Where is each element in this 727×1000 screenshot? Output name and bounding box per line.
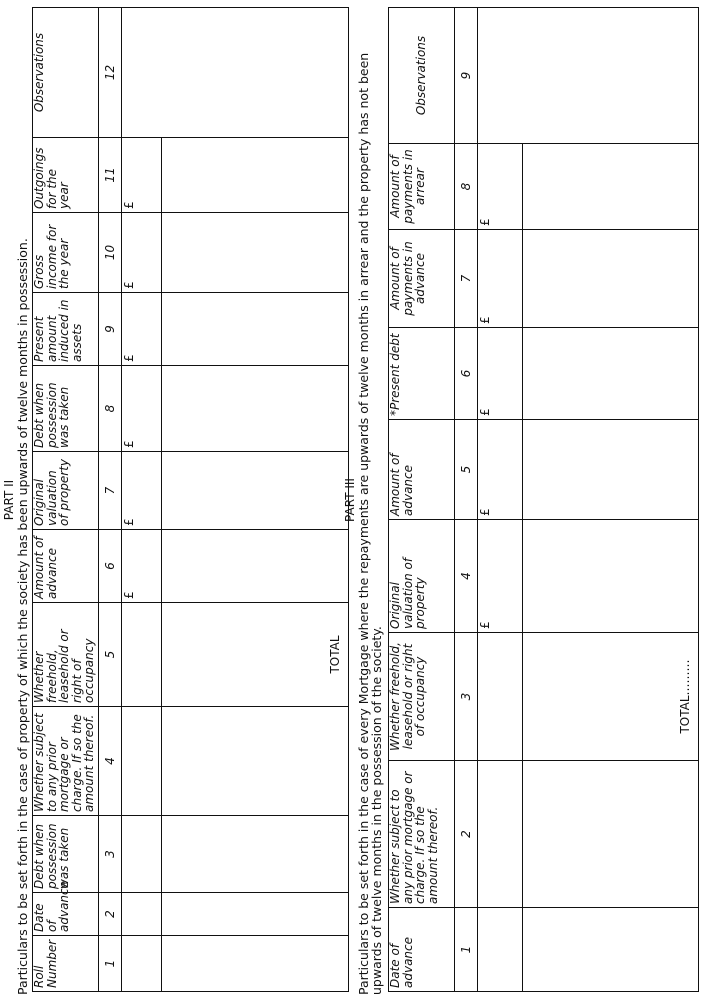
part-iii-cell	[522, 761, 698, 908]
part-iii-col-number: 8	[455, 144, 478, 230]
part-ii-total-cell	[162, 530, 349, 603]
part-ii-header-prior-mortgage: Whether subject to any prior mortgage or charge. If so the amount thereof.	[33, 707, 99, 816]
part-ii-total-label: TOTAL	[162, 603, 349, 707]
part-iii-col-number: 6	[455, 328, 478, 420]
part-ii-col-number: 11	[99, 138, 122, 213]
part-iii-total-label: TOTAL………	[522, 633, 698, 761]
part-ii-table	[32, 7, 349, 992]
part-ii-currency: £	[122, 213, 162, 293]
part-iii-col-number: 9	[455, 8, 478, 144]
part-iii-total-cell	[522, 328, 698, 420]
part-iii-col-number: 4	[455, 520, 478, 633]
part-ii-header-outgoings: Outgoings for the year	[33, 138, 99, 213]
part-ii-col-number: 2	[99, 893, 122, 936]
part-iii-col-number: 2	[455, 761, 478, 908]
part-ii-currency: £	[122, 138, 162, 213]
part-ii-cell	[122, 936, 162, 992]
part-ii-col-number: 4	[99, 707, 122, 816]
part-iii-total-cell	[522, 420, 698, 520]
part-ii-observations-cell	[122, 8, 349, 138]
part-ii-cell	[162, 936, 349, 992]
part-iii-cell	[478, 761, 523, 908]
part-ii-total-cell	[162, 452, 349, 530]
part-ii-cell	[122, 707, 162, 816]
part-ii-col-number: 5	[99, 603, 122, 707]
part-iii-cell	[522, 908, 698, 992]
part-iii-header-original-valuation: Original valuation of property	[389, 520, 455, 633]
part-ii-cell	[162, 707, 349, 816]
part-iii-total-cell	[522, 144, 698, 230]
part-ii-cell	[162, 816, 349, 893]
part-ii-total-cell	[162, 213, 349, 293]
part-ii-cell	[122, 816, 162, 893]
part-ii-header-roll-number: Roll Number	[33, 936, 99, 992]
part-ii-col-number: 3	[99, 816, 122, 893]
part-iii-currency: £	[478, 144, 523, 230]
part-ii-header-debt-when-taken: Debt when possession was taken	[33, 366, 99, 452]
part-ii-header-debt-when-possession: Debt when possession was taken	[33, 816, 99, 893]
part-iii-table	[388, 7, 699, 992]
part-iii-col-number: 7	[455, 230, 478, 328]
part-ii-col-number: 1	[99, 936, 122, 992]
part-ii-currency: £	[122, 293, 162, 366]
part-iii-currency: £	[478, 230, 523, 328]
part-ii-header-observations: Observations	[33, 8, 99, 138]
part-ii-currency: £	[122, 530, 162, 603]
part-iii-cell	[478, 908, 523, 992]
part-iii-col-number: 3	[455, 633, 478, 761]
part-ii-currency: £	[122, 452, 162, 530]
part-iii-currency: £	[478, 420, 523, 520]
part-iii-header-payments-in-advance: Amount of payments in advance	[389, 230, 455, 328]
part-ii-col-number: 12	[99, 8, 122, 138]
part-ii-col-number: 9	[99, 293, 122, 366]
part-iii-header-tenure: Whether freehold, leasehold or right of occupancy	[389, 633, 455, 761]
part-ii-header-present-amount: Present amount induced in assets	[33, 293, 99, 366]
part-ii-header-amount-of-advance: Amount of advance	[33, 530, 99, 603]
part-ii-header-tenure: Whether freehold, leasehold or right of occupancy	[33, 603, 99, 707]
part-iii-col-number: 5	[455, 420, 478, 520]
part-iii-total-cell	[522, 230, 698, 328]
part-ii-col-number: 8	[99, 366, 122, 452]
part-iii-header-payments-in-arrear: Amount of payments in arrear	[389, 144, 455, 230]
part-iii-total-cell	[522, 520, 698, 633]
part-ii-header-original-valuation: Original valuation of property	[33, 452, 99, 530]
part-iii-col-number: 1	[455, 908, 478, 992]
part-iii-header-prior-mortgage: Whether subject to any prior mortgage or charge. If so the amount thereof.	[389, 761, 455, 908]
part-ii-cell	[122, 893, 162, 936]
part-iii-header-amount-of-advance: Amount of advance	[389, 420, 455, 520]
part-ii-col-number: 7	[99, 452, 122, 530]
part-iii-header-present-debt: *Present debt	[389, 328, 455, 420]
part-ii-cell	[122, 603, 162, 707]
part-iii-header-observations: Observations	[389, 8, 455, 144]
part-iii-caption: Particulars to be set forth in the case of every Mortgage where the repayments are upwards of twelve months in arrear and the property has not been upwards of twelve months in the possession of the society.	[356, 52, 384, 995]
part-iii-cell	[478, 633, 523, 761]
part-ii-cell	[162, 893, 349, 936]
part-iii-observations-cell	[478, 8, 699, 144]
part-ii-col-number: 6	[99, 530, 122, 603]
part-ii-total-cell	[162, 138, 349, 213]
part-ii-header-gross-income: Gross income for the year	[33, 213, 99, 293]
part-ii-header-date-of-advance: Date of advance	[33, 893, 99, 936]
part-ii-currency: £	[122, 366, 162, 452]
part-iii-currency: £	[478, 328, 523, 420]
part-ii-title: PART II	[2, 479, 16, 521]
part-ii-col-number: 10	[99, 213, 122, 293]
part-ii-total-cell	[162, 293, 349, 366]
part-iii-currency: £	[478, 520, 523, 633]
part-ii-total-cell	[162, 366, 349, 452]
part-iii-title: PART III	[343, 478, 357, 522]
part-iii-header-date-of-advance: Date of advance	[389, 908, 455, 992]
part-ii-caption: Particulars to be set forth in the case of property of which the society has been upwards of twelve months in possession.	[15, 238, 30, 995]
